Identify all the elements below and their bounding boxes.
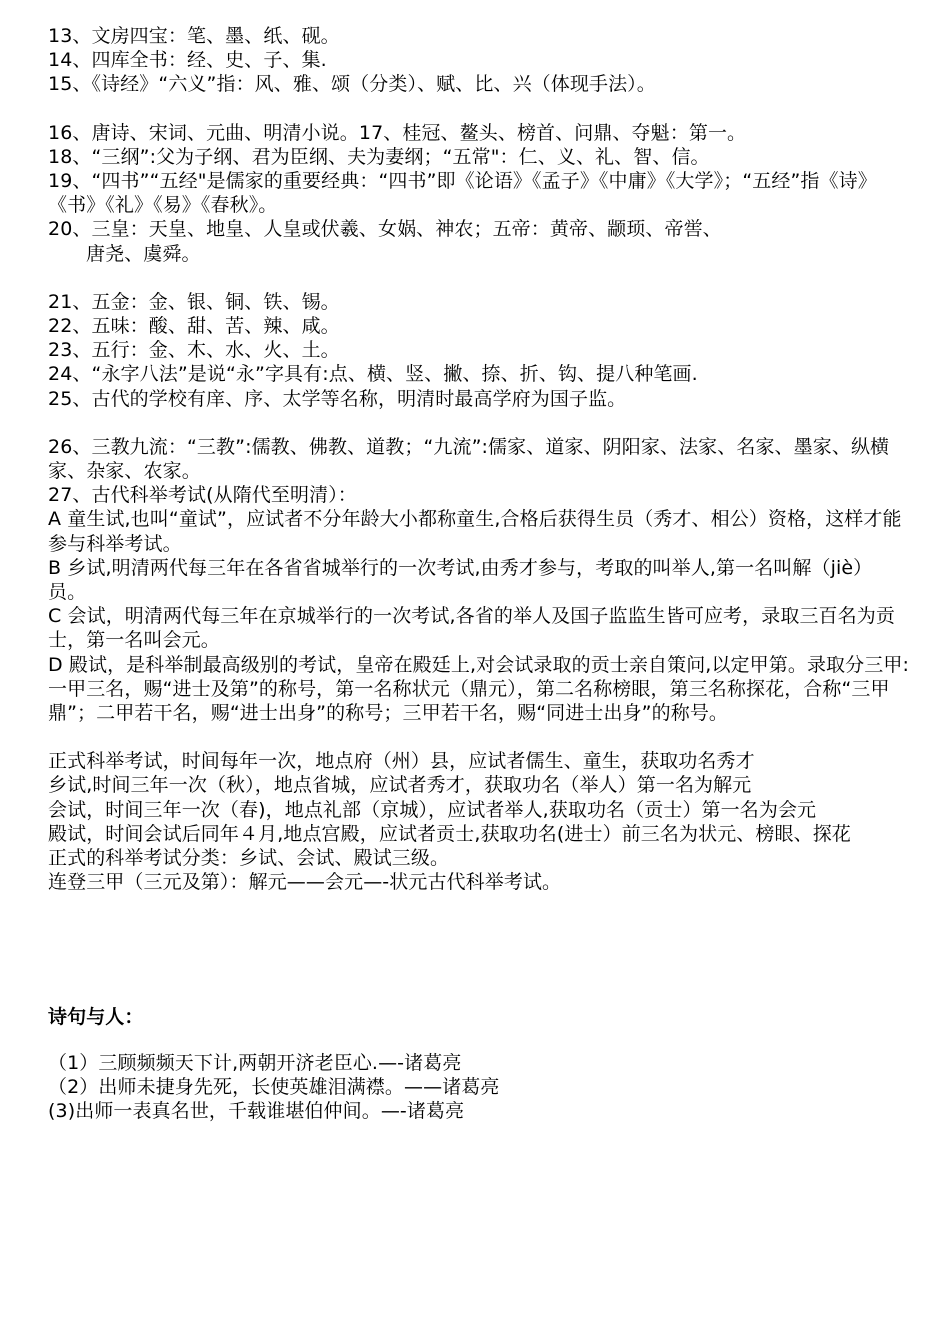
summary-formal: 正式科举考试，时间每年一次，地点府（州）县，应试者儒生、童生，获取功名秀才: [48, 750, 755, 773]
item-22: 22、五味：酸、甜、苦、辣、咸。: [48, 315, 340, 338]
spacer: [48, 266, 910, 290]
item-14: 14、四库全书：经、史、子、集.: [48, 49, 327, 72]
exam-d: D 殿试，是科举制最高级别的考试，皇帝在殿廷上,对会试录取的贡士亲自策问,以定甲第。录取分三甲:一甲三名，赐“进士及第”的称号，第一名称状元（鼎元），第二名称榜眼，第三名称探花，合称“三甲鼎”；二甲若干名，赐“进士出身”的称号；三甲若干名，赐“同进士出身”的称号。: [48, 653, 909, 725]
summary-palace: 殿试，时间会试后同年４月,地点宫殿，应试者贡士,获取功名(进士）前三名为状元、榜眼、探花: [48, 822, 851, 845]
item-27: 27、古代科举考试(从隋代至明清）：: [48, 484, 357, 507]
section-title: 诗句与人：: [48, 1005, 144, 1028]
exam-b: B 乡试,明清两代每三年在各省省城举行的一次考试,由秀才参与，考取的叫举人,第一名叫解（jiè）员。: [48, 556, 873, 604]
poem-line-2: （2）出师未捷身先死，长使英雄泪满襟。——诸葛亮: [48, 1075, 500, 1098]
summary-triple-first: 连登三甲（三元及第）：解元——会元—-状元古代科举考试。: [48, 871, 562, 894]
spacer: [48, 97, 910, 121]
poem-line-3: (3)出师一表真名世，千载谁堪伯仲间。—-诸葛亮: [48, 1100, 465, 1123]
item-24: 24、“永字八法”是说“永”字具有:点、横、竖、撇、捺、折、钩、提八种笔画.: [48, 363, 698, 386]
item-20-continued: 唐尧、虞舜。: [86, 242, 201, 265]
item-16-17: 16、唐诗、宋词、元曲、明清小说。17、桂冠、鳌头、榜首、问鼎、夺魁：第一。: [48, 121, 747, 144]
summary-categories: 正式的科举考试分类：乡试、会试、殿试三级。: [48, 847, 450, 870]
spacer: [48, 1029, 910, 1051]
item-23: 23、五行：金、木、水、火、土。: [48, 339, 340, 362]
poem-line-1: （1）三顾频频天下计,两朝开济老臣心.—-诸葛亮: [48, 1051, 462, 1074]
exam-a: A 童生试,也叫“童试”，应试者不分年龄大小都称童生,合格后获得生员（秀才、相公）资格，这样才能参与科举考试。: [48, 508, 902, 555]
item-26: 26、三教九流：“三教”:儒教、佛教、道教；“九流”:儒家、道家、阴阳家、法家、名家、墨家、纵横家、杂家、农家。: [48, 435, 890, 483]
item-21: 21、五金：金、银、铜、铁、锡。: [48, 290, 340, 313]
item-19: 19、“四书”“五经"是儒家的重要经典：“四书”即《论语》《孟子》《中庸》《大学》；“五经”指《诗》《书》《礼》《易》《春秋》。: [48, 170, 877, 217]
spacer-large: [48, 895, 910, 1005]
spacer: [48, 411, 910, 435]
summary-provincial: 乡试,时间三年一次（秋），地点省城，应试者秀才，获取功名（举人）第一名为解元: [48, 774, 752, 797]
item-13: 13、文房四宝：笔、墨、纸、砚。: [48, 25, 340, 47]
item-25: 25、古代的学校有庠、序、太学等名称，明清时最高学府为国子监。: [48, 387, 627, 410]
exam-c: C 会试，明清两代每三年在京城举行的一次考试,各省的举人及国子监监生皆可应考，录取三百名为贡士，第一名叫会元。: [48, 605, 895, 652]
summary-metropolitan: 会试，时间三年一次（春)，地点礼部（京城），应试者举人,获取功名（贡士）第一名为会元: [48, 798, 817, 821]
item-20: 20、三皇：天皇、地皇、人皇或伏羲、女娲、神农；五帝：黄帝、颛顼、帝喾、: [48, 218, 722, 241]
spacer: [48, 725, 910, 749]
item-18: 18、“三纲”:父为子纲、君为臣纲、夫为妻纲；“五常"：仁、义、礼、智、信。: [48, 145, 710, 168]
item-15: 15、《诗经》“六义”指：风、雅、颂（分类）、赋、比、兴（体现手法）。: [48, 73, 656, 96]
